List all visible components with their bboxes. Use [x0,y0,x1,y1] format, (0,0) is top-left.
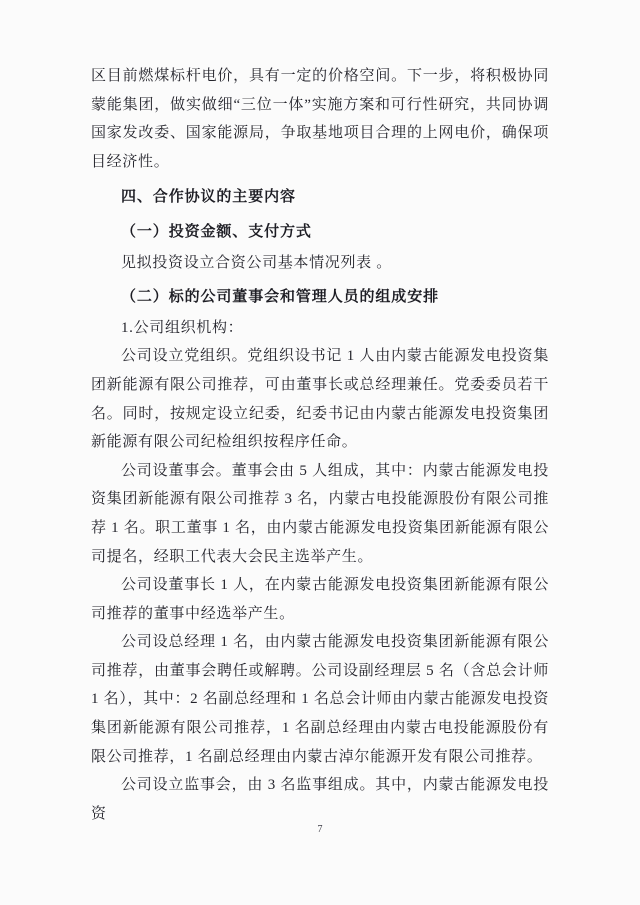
paragraph-investment-note: 见拟投资设立合资公司基本情况列表 。 [121,254,392,271]
paragraph-continued-from-previous-page: 区目前燃煤标杆电价，具有一定的价格空间。下一步，将积极协同蒙能集团，做实做细“三位一体”实施方案和可行性研究，共同协调国家发改委、国家能源局，争取基地项目合理的上网电价，确保项目经济性。 [91,68,549,170]
paragraph-general-manager: 公司设总经理 1 名，由内蒙古能源发电投资集团新能源有限公司推荐，由董事会聘任或解聘。公司设副经理层 5 名（含总会计师 1 名），其中：2 名副总经理和 1 名总会计师由内蒙古能源发电投资集团新能源有限公司推荐，1 名副总经理由内蒙古电投能源股份有限公司推荐，1 名副总经理由内蒙古淖尔能源开发有限公司推荐。 [91,634,549,765]
paragraph-chairman: 公司设董事长 1 人，在内蒙古能源发电投资集团新能源有限公司推荐的董事中经选举产生。 [91,577,549,622]
paragraph-board-of-directors: 公司设董事会。董事会由 5 人组成，其中：内蒙古能源发电投资集团新能源有限公司推荐 3 名，内蒙古电投能源股份有限公司推荐 1 名。职工董事 1 名，由内蒙古能源发电投资集团新能源有限公司提名，经职工代表大会民主选举产生。 [91,462,549,565]
subsection-heading-one: （一）投资金额、支付方式 [121,223,312,240]
paragraph-supervisory-board: 公司设立监事会，由 3 名监事组成。其中，内蒙古能源发电投资 [91,777,549,822]
document-body [91,62,549,828]
page-number: 7 [317,824,323,835]
subsection-heading-two: （二）标的公司董事会和管理人员的组成安排 [121,289,440,306]
paragraph-party-organization: 公司设立党组织。党组织设书记 1 人由内蒙古能源发电投资集团新能源有限公司推荐，可由董事长或总经理兼任。党委委员若干名。同时，按规定设立纪委，纪委书记由内蒙古能源发电投资集团新能源有限公司纪检组织按程序任命。 [91,348,549,451]
section-heading-four: 四、合作协议的主要内容 [121,188,296,206]
list-item-company-organization: 1.公司组织机构： [121,319,244,336]
